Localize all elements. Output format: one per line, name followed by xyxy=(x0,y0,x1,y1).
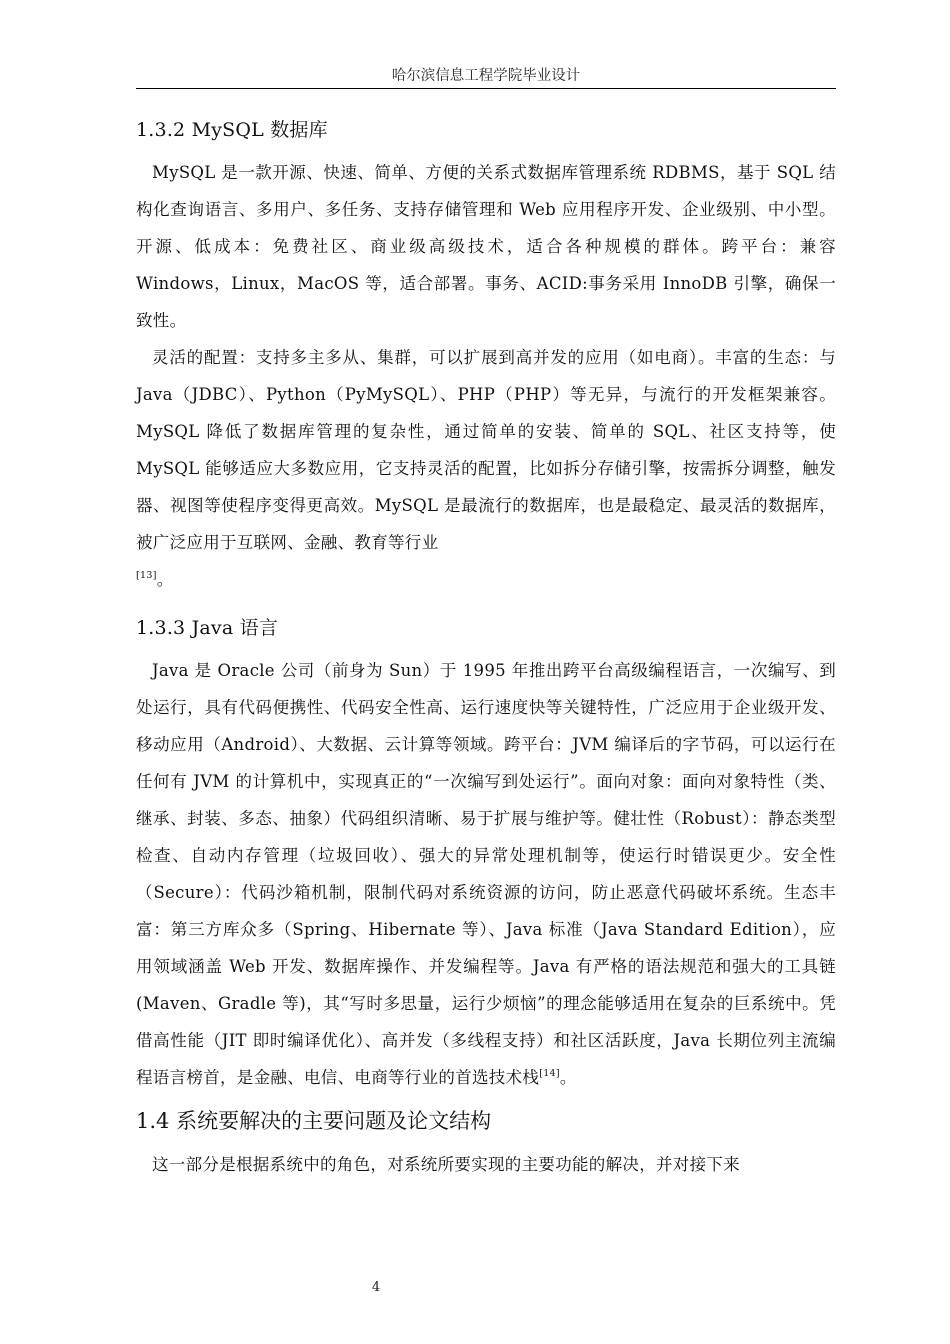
mysql-paragraph-2-text: 灵活的配置：支持多主多从、集群，可以扩展到高并发的应用（如电商）。丰富的生态：与 Java（JDBC）、Python（PyMySQL）、PHP（PHP）等无异，与流行的开发框架兼容。MySQL 降低了数据库管理的复杂性，通过简单的安装、简单的 SQL、社区支持等，使 MySQL 能够适应大多数应用，它支持灵活的配置，比如拆分存储引擎，按需拆分调整，触发器、视图等使程序变得更高效。MySQL 是最流行的数据库，也是最稳定、最灵活的数据库，被广泛应用于互联网、金融、教育等行业 xyxy=(136,348,836,552)
page-header: 哈尔滨信息工程学院毕业设计 xyxy=(391,68,581,84)
citation-13-tail: 。 xyxy=(156,570,174,589)
citation-14: [14] xyxy=(539,1068,560,1079)
citation-14-tail: 。 xyxy=(559,1068,577,1087)
mysql-paragraph-2 xyxy=(136,339,836,598)
problems-paragraph-1: 这一部分是根据系统中的角色，对系统所要实现的主要功能的解决，并对接下来 xyxy=(152,1155,740,1174)
java-paragraph-1 xyxy=(136,652,836,1096)
section-heading-problems: 1.4 系统要解决的主要问题及论文结构 xyxy=(136,1109,492,1133)
java-paragraph-1-text: Java 是 Oracle 公司（前身为 Sun）于 1995 年推出跨平台高级编程语言，一次编写、到处运行，具有代码便携性、代码安全性高、运行速度快等关键特性，广泛应用于企业级开发、移动应用（Android）、大数据、云计算等领域。跨平台：JVM 编译后的字节码，可以运行在任何有 JVM 的计算机中，实现真正的“一次编写到处运行”。面向对象：面向对象特性（类、继承、封装、多态、抽象）代码组织清晰、易于扩展与维护等。健壮性（Robust）：静态类型检查、自动内存管理（垃圾回收）、强大的异常处理机制等，使运行时错误更少。安全性（Secure）：代码沙箱机制，限制代码对系统资源的访问，防止恶意代码破坏系统。生态丰富：第三方库众多（Spring、Hibernate 等）、Java 标准（Java Standard Edition），应用领域涵盖 Web 开发、数据库操作、并发编程等。Java 有严格的语法规范和强大的工具链(Maven、Gradle 等)，其“写时多思量，运行少烦恼”的理念能够适用在复杂的巨系统中。凭借高性能（JIT 即时编译优化）、高并发（多线程支持）和社区活跃度，Java 长期位列主流编程语言榜首，是金融、电信、电商等行业的首选技术栈 xyxy=(136,661,836,1087)
page-number: 4 xyxy=(371,1280,381,1295)
mysql-paragraph-1: MySQL 是一款开源、快速、简单、方便的关系式数据库管理系统 RDBMS，基于 SQL 结构化查询语言、多用户、多任务、支持存储管理和 Web 应用程序开发、企业级别、中小型。开源、低成本：免费社区、商业级高级技术，适合各种规模的群体。跨平台：兼容 Windows，Linux，MacOS 等，适合部署。事务、ACID:事务采用 InnoDB 引擎，确保一致性。 xyxy=(136,163,836,330)
page-body xyxy=(136,112,836,1183)
section-heading-mysql: 1.3.2 MySQL 数据库 xyxy=(136,119,328,141)
citation-13: [13] xyxy=(136,570,157,581)
section-heading-java: 1.3.3 Java 语言 xyxy=(136,617,279,639)
header-rule xyxy=(136,88,836,89)
